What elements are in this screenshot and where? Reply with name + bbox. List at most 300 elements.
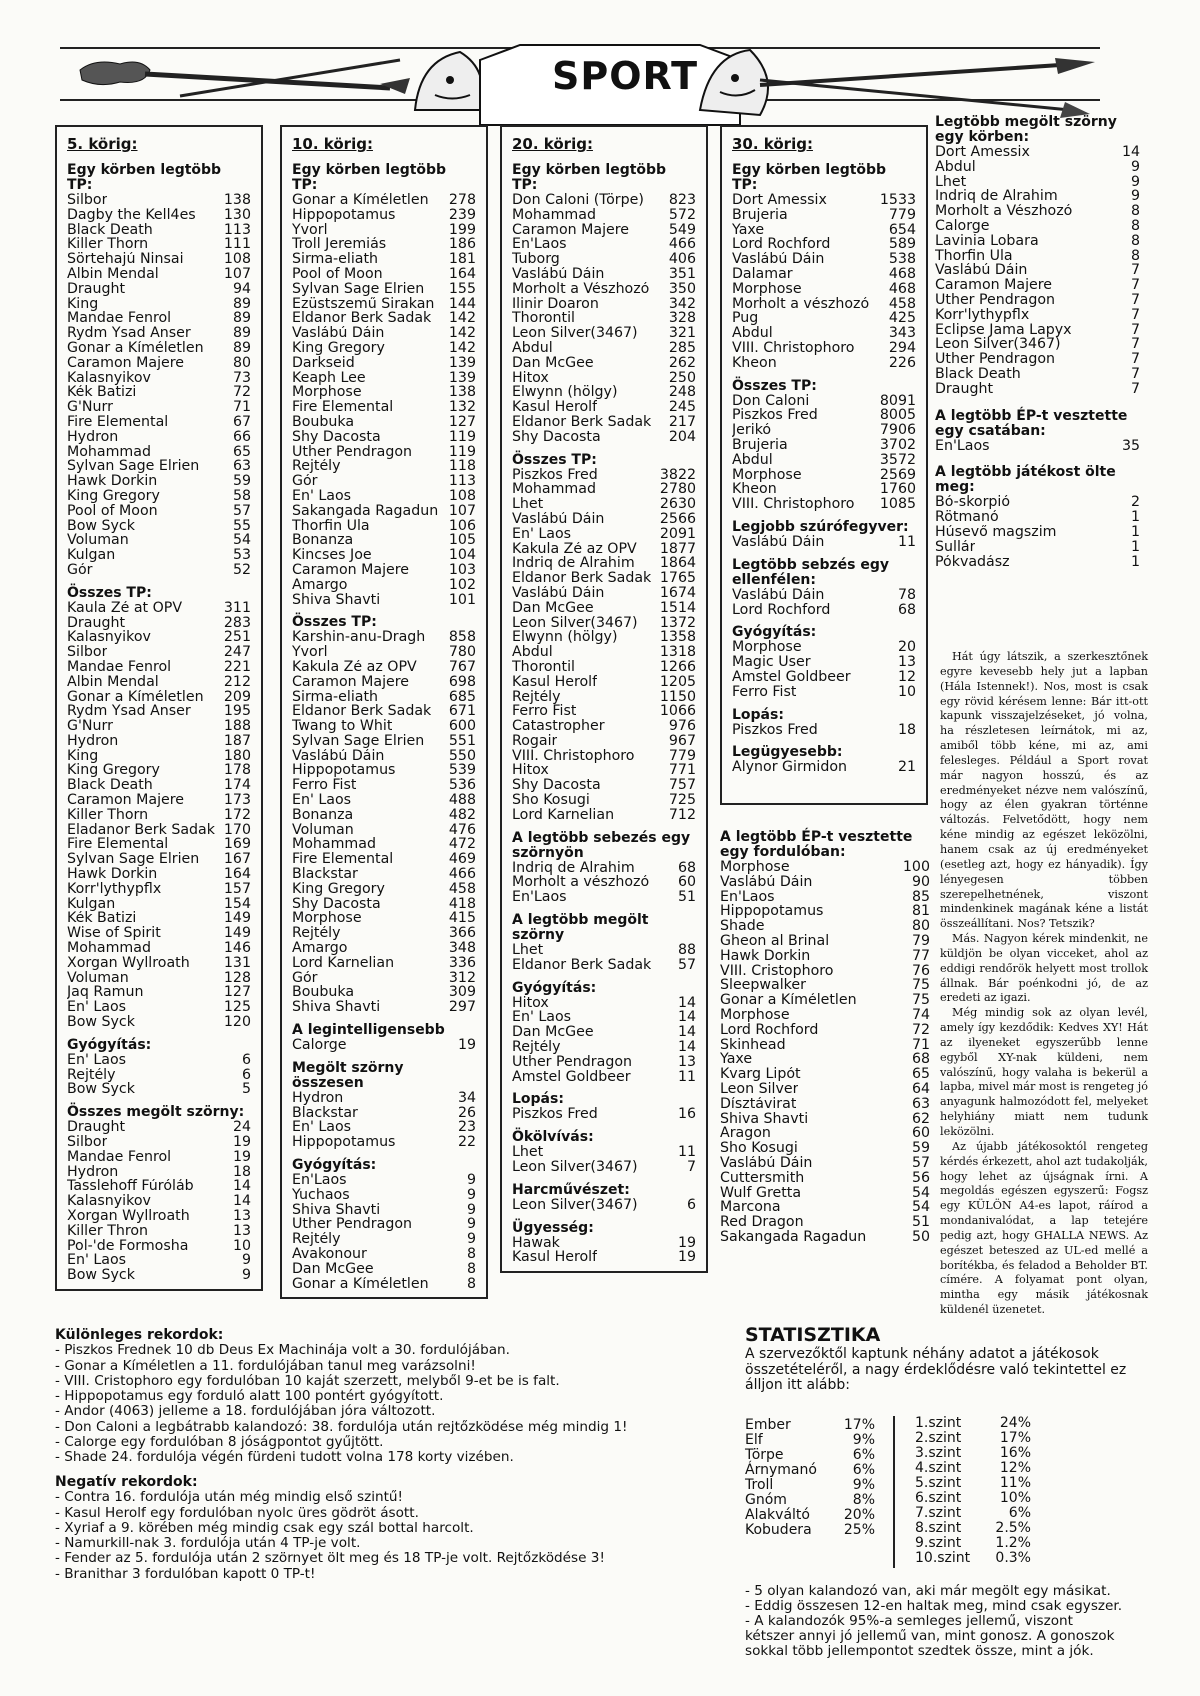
list-item	[292, 252, 476, 267]
entry-value: 73	[232, 369, 251, 386]
entry-name: Morholt a vészhozó	[732, 296, 870, 312]
list-item	[732, 394, 916, 409]
list-item	[67, 267, 251, 282]
stat-row	[915, 1446, 1045, 1461]
entry-value: 536	[448, 777, 476, 794]
entry-value: 1085	[879, 496, 916, 513]
entry-value: 7	[1130, 321, 1140, 338]
list-item	[292, 311, 476, 326]
entry-value: 12	[897, 668, 916, 685]
record-line: - Andor (4063) jelleme a 18. fordulójában jóra változott.	[55, 1403, 436, 1420]
list-item	[732, 341, 916, 356]
list-item	[732, 252, 916, 267]
entry-name: Piszkos Fred	[512, 1107, 598, 1123]
entry-value: 7906	[879, 422, 916, 439]
entry-name: En' Laos	[292, 1120, 352, 1136]
entry-value: 285	[668, 339, 696, 356]
list-item	[720, 978, 930, 993]
list-item	[512, 556, 696, 571]
entry-name: Uther Pendragon	[292, 1217, 412, 1233]
entry-name: En' Laos	[67, 1052, 127, 1068]
entry-value: 111	[223, 236, 251, 253]
section-title: Egy körben legtöbb TP:	[732, 162, 887, 193]
entry-name: Thorfin Ula	[292, 518, 370, 534]
stat-percent: 8%	[852, 1491, 875, 1508]
list-item	[292, 704, 476, 719]
entry-name: Thorontil	[512, 311, 575, 327]
entry-name: Marcona	[720, 1200, 781, 1216]
entry-name: Morphose	[720, 1007, 790, 1023]
entry-name: Morphose	[292, 911, 362, 927]
entry-value: 149	[223, 925, 251, 942]
entry-name: Sylvan Sage Elrien	[67, 459, 200, 475]
entry-value: 23	[457, 1119, 476, 1136]
entry-value: 2566	[659, 510, 696, 527]
stat-percent: 6%	[852, 1461, 875, 1478]
entry-value: 251	[223, 629, 251, 646]
entry-name: Silbor	[67, 645, 108, 660]
entry-value: 247	[223, 644, 251, 661]
entry-name: VIII. Christophoro	[732, 497, 855, 512]
list-item	[720, 1082, 930, 1097]
entry-value: 551	[448, 732, 476, 749]
entry-value: 472	[448, 836, 476, 853]
stat-label: 5.szint	[915, 1474, 962, 1491]
entry-name: King	[67, 748, 99, 764]
entry-name: Hydron	[67, 429, 119, 445]
entry-value: 144	[448, 295, 476, 312]
entry-name: En' Laos	[512, 526, 572, 542]
entry-name: Hippopotamus	[720, 904, 824, 920]
entry-value: 725	[668, 792, 696, 809]
entry-name: Shy Dacosta	[292, 429, 381, 445]
list-item	[512, 385, 696, 400]
stat-label: 2.szint	[915, 1429, 962, 1446]
list-item	[512, 861, 696, 876]
list-item	[292, 415, 476, 430]
column-header: 5. körig:	[67, 135, 138, 153]
stat-percent: 1.2%	[995, 1534, 1031, 1551]
entry-name: Shiva Shavti	[292, 592, 381, 608]
stat-row	[915, 1491, 1045, 1506]
section-title: Összes TP:	[732, 377, 817, 394]
list-item	[292, 1135, 476, 1150]
entry-name: Hawk Dorkin	[67, 867, 158, 882]
entry-name: Rejtély	[512, 1040, 561, 1055]
list-item	[67, 208, 251, 223]
list-item	[512, 601, 696, 616]
entry-value: 102	[448, 576, 476, 593]
entry-name: Dort Amessix	[732, 193, 827, 208]
list-item	[935, 308, 1140, 323]
list-item	[67, 1253, 251, 1268]
list-item	[720, 1112, 930, 1127]
entry-name: En'Laos	[935, 438, 990, 454]
entry-name: Vaslábú Dáin	[512, 511, 605, 527]
section-title: Összes TP:	[67, 584, 152, 601]
entry-name: Skinhead	[720, 1037, 786, 1053]
entry-name: Catastropher	[512, 719, 605, 734]
records-title: Negatív rekordok:	[55, 1474, 198, 1490]
list-item	[292, 1091, 476, 1106]
entry-value: 100	[902, 859, 930, 875]
list-item	[292, 867, 476, 882]
list-item	[720, 1230, 930, 1245]
entry-name: Voluman	[292, 822, 354, 838]
list-item	[67, 563, 251, 578]
list-item	[292, 237, 476, 252]
list-item	[512, 371, 696, 386]
entry-value: 107	[223, 265, 251, 282]
stat-percent: 24%	[999, 1414, 1031, 1431]
entry-value: 172	[223, 806, 251, 823]
entry-name: Lord Rochford	[720, 1022, 819, 1038]
entry-value: 108	[448, 487, 476, 504]
list-item	[292, 763, 476, 778]
list-item	[67, 385, 251, 400]
editor-letter	[940, 650, 1148, 1318]
entry-name: En' Laos	[292, 793, 352, 808]
stat-row	[915, 1506, 1045, 1521]
list-item	[935, 540, 1140, 555]
entry-name: Lhet	[935, 174, 967, 190]
entry-name: Sylvan Sage Elrien	[292, 281, 425, 297]
entry-name: Shy Dacosta	[512, 429, 601, 445]
list-item	[292, 1262, 476, 1277]
entry-value: 8	[1130, 232, 1140, 249]
list-item	[67, 297, 251, 312]
list-item	[292, 474, 476, 489]
entry-value: 74	[911, 1006, 930, 1023]
entry-value: 823	[668, 192, 696, 208]
records-title: Különleges rekordok:	[55, 1327, 224, 1343]
list-item	[732, 760, 916, 775]
stat-label: 8.szint	[915, 1519, 962, 1536]
entry-name: Amargo	[292, 941, 348, 956]
entry-name: Yuchaos	[292, 1187, 350, 1203]
entry-value: 68	[897, 601, 916, 618]
stat-percent: 6%	[1008, 1504, 1031, 1521]
list-item	[512, 875, 696, 890]
list-item	[512, 237, 696, 252]
entry-value: 468	[888, 280, 916, 297]
entry-value: 127	[448, 413, 476, 430]
statistics-title: STATISZTIKA	[745, 1324, 881, 1346]
record-line: - Calorge egy fordulóban 8 jóságpontot gyűjtött.	[55, 1434, 384, 1451]
entry-value: 1760	[879, 481, 916, 498]
entry-name: Ezüstszemű Sirakan	[292, 296, 435, 312]
entry-value: 178	[223, 762, 251, 779]
entry-value: 11	[897, 533, 916, 550]
entry-value: 89	[232, 339, 251, 356]
entry-value: 34	[457, 1089, 476, 1106]
list-item	[292, 445, 476, 460]
entry-name: Leon Silver(3467)	[512, 615, 638, 631]
list-item	[935, 219, 1140, 234]
entry-name: Killer Thron	[67, 1223, 149, 1239]
entry-value: 11	[677, 1068, 696, 1085]
entry-name: Uther Pendragon	[512, 1054, 632, 1070]
entry-value: 188	[223, 718, 251, 735]
stat-percent: 0.3%	[995, 1549, 1031, 1566]
entry-name: Thorfin Ula	[935, 248, 1013, 264]
entry-name: Brujeria	[732, 437, 788, 453]
entry-name: Amargo	[292, 577, 348, 593]
list-item	[292, 1203, 476, 1218]
entry-value: 1	[1130, 538, 1140, 555]
list-item	[67, 690, 251, 705]
entry-name: Sho Kosugi	[512, 793, 590, 808]
column-header: 10. körig:	[292, 135, 373, 153]
entry-name: Bonanza	[292, 533, 354, 549]
stat-percent: 20%	[843, 1506, 875, 1523]
stat-label: Kobudera	[745, 1521, 812, 1538]
list-item	[732, 438, 916, 453]
section-title: Megölt szörny összesen	[292, 1059, 404, 1091]
entry-name: Morphose	[292, 385, 362, 401]
list-item	[67, 823, 251, 838]
entry-value: 767	[448, 658, 476, 675]
section-title: Legtöbb sebzés egy ellenfélen:	[732, 556, 890, 588]
list-item	[67, 459, 251, 474]
list-item	[292, 823, 476, 838]
entry-value: 1066	[659, 703, 696, 720]
list-item	[67, 223, 251, 238]
list-item	[67, 630, 251, 645]
entry-name: Tasslehoff Fúróláb	[67, 1179, 194, 1195]
section-title: Gyógyítás:	[732, 624, 817, 641]
entry-name: Kék Batizi	[67, 385, 137, 401]
entry-name: Brujeria	[732, 207, 788, 223]
entry-value: 311	[223, 599, 251, 616]
list-item	[67, 734, 251, 749]
entry-value: 343	[888, 325, 916, 342]
entry-value: 164	[223, 866, 251, 883]
list-item	[67, 193, 251, 208]
list-item	[935, 145, 1140, 160]
record-line: - Piszkos Frednek 10 db Deus Ex Machinája volt a 30. fordulójában.	[55, 1342, 510, 1359]
entry-name: Shiva Shavti	[292, 1000, 381, 1016]
list-item	[292, 882, 476, 897]
section-title: Egy körben legtöbb TP:	[67, 162, 222, 193]
list-item	[292, 941, 476, 956]
list-item	[732, 223, 916, 238]
entry-name: Lord Karnelian	[292, 955, 395, 971]
entry-name: Uther Pendragon	[935, 292, 1055, 308]
entry-name: Lhet	[512, 497, 544, 512]
list-item	[292, 326, 476, 341]
entry-name: Shy Dacosta	[292, 896, 381, 912]
list-item	[732, 723, 916, 738]
entry-name: Mohammad	[67, 941, 151, 956]
entry-value: 16	[677, 1106, 696, 1123]
entry-name: Shade	[720, 919, 765, 934]
entry-value: 415	[448, 910, 476, 927]
entry-value: 209	[223, 688, 251, 705]
record-line: - VIII. Cristophoro egy fordulóban 10 kaját szerzett, melyből 9-et be is falt.	[55, 1372, 560, 1389]
entry-name: Dan McGee	[512, 355, 594, 371]
entry-name: Rejtély	[292, 926, 341, 942]
list-item	[732, 603, 916, 618]
stat-percent: 9%	[852, 1431, 875, 1448]
list-item	[512, 415, 696, 430]
list-item	[512, 734, 696, 749]
list-item	[292, 1173, 476, 1188]
list-item	[720, 1097, 930, 1112]
list-item	[67, 237, 251, 252]
record-line: - Hippopotamus egy forduló alatt 100 pontért gyógyított.	[55, 1388, 444, 1405]
stat-percent: 16%	[999, 1444, 1031, 1461]
list-item	[720, 860, 930, 875]
entry-name: Pókvadász	[935, 554, 1010, 570]
entry-name: Don Caloni (Törpe)	[512, 193, 644, 208]
entry-value: 57	[232, 502, 251, 519]
list-item	[292, 193, 476, 208]
entry-value: 8091	[879, 392, 916, 409]
list-item	[292, 1000, 476, 1015]
list-item	[292, 778, 476, 793]
entry-value: 9	[241, 1267, 251, 1284]
section-title: Összes TP:	[292, 614, 377, 631]
entry-name: Morholt a Vészhozó	[512, 281, 650, 297]
entry-value: 1864	[659, 555, 696, 572]
stat-label: 1.szint	[915, 1414, 962, 1431]
section-title: Legtöbb megölt szörny egy körben:	[935, 114, 1117, 145]
entry-name: Rejtély	[67, 1067, 116, 1083]
entry-name: Kulgan	[67, 548, 116, 563]
list-item	[512, 482, 696, 497]
list-item	[67, 489, 251, 504]
entry-name: Don Caloni	[732, 393, 810, 409]
entry-value: 336	[448, 954, 476, 971]
list-item	[292, 690, 476, 705]
entry-value: 312	[448, 969, 476, 986]
stat-percent: 17%	[843, 1416, 875, 1433]
list-item	[292, 793, 476, 808]
statistics-intro: A szervezőktől kaptunk néhány adatot a játékosok összetételéről, a nagy érdeklődésre való tekintettel ez álljon itt alább:	[745, 1346, 1127, 1393]
record-line: - Branithar 3 fordulóban kapott 0 TP-t!	[55, 1565, 316, 1582]
list-item	[67, 504, 251, 519]
entry-value: 3572	[879, 451, 916, 468]
entry-name: Leon Silver(3467)	[512, 1197, 638, 1213]
list-item	[512, 571, 696, 586]
entry-name: Rejtély	[512, 689, 561, 705]
list-item	[512, 297, 696, 312]
entry-name: Eladanor Berk Sadak	[67, 822, 215, 838]
list-item	[292, 734, 476, 749]
entry-name: Abdul	[512, 645, 553, 660]
entry-value: 51	[677, 889, 696, 906]
list-item	[292, 1188, 476, 1203]
entry-name: Vaslábú Dáin	[732, 252, 825, 267]
list-item	[935, 189, 1140, 204]
list-item	[292, 971, 476, 986]
entry-name: Boubuka	[292, 985, 355, 1001]
entry-value: 26	[457, 1104, 476, 1121]
list-item	[720, 1215, 930, 1230]
entry-value: 66	[232, 428, 251, 445]
entry-value: 68	[677, 859, 696, 876]
list-item	[292, 645, 476, 660]
entry-name: Draught	[67, 281, 126, 297]
entry-value: 13	[677, 1053, 696, 1070]
entry-name: Dan McGee	[292, 1261, 374, 1277]
entry-value: 771	[668, 762, 696, 779]
entry-name: Black Death	[67, 222, 153, 238]
list-item	[720, 1200, 930, 1215]
list-item	[67, 1068, 251, 1083]
entry-value: 53	[232, 547, 251, 564]
statistics-tables	[745, 1410, 1150, 1568]
list-item	[67, 897, 251, 912]
entry-value: 1372	[659, 614, 696, 631]
entry-name: Hitox	[512, 763, 549, 779]
entry-value: 89	[232, 325, 251, 342]
entry-value: 6	[686, 1196, 696, 1213]
stat-label: 3.szint	[915, 1444, 962, 1461]
entry-name: Bow Syck	[67, 1268, 135, 1283]
entry-value: 65	[232, 443, 251, 460]
list-item	[67, 645, 251, 660]
list-item	[67, 548, 251, 563]
list-item	[512, 943, 696, 958]
list-item	[292, 985, 476, 1000]
entry-value: 698	[448, 673, 476, 690]
entry-value: 113	[448, 473, 476, 490]
entry-name: Voluman	[67, 533, 129, 549]
entry-name: Korr'lythypflx	[67, 881, 162, 897]
entry-name: Sörtehajú Ninsai	[67, 252, 184, 267]
entry-name: Twang to Whit	[292, 719, 393, 734]
column-5-korig	[55, 125, 263, 1291]
entry-value: 64	[911, 1080, 930, 1097]
list-item	[67, 326, 251, 341]
entry-name: Kaula Zé at OPV	[67, 600, 183, 616]
entry-value: 248	[668, 384, 696, 401]
list-item	[732, 297, 916, 312]
entry-name: Mohammad	[512, 482, 596, 498]
entry-value: 976	[668, 718, 696, 735]
entry-value: 1205	[659, 673, 696, 690]
entry-name: Hawk Dorkin	[720, 948, 811, 964]
stat-label: Árnymanó	[745, 1461, 817, 1478]
list-item	[732, 482, 916, 497]
list-item	[732, 640, 916, 655]
statistics-section	[745, 1325, 1150, 1660]
entry-value: 7	[1130, 336, 1140, 353]
list-item	[732, 468, 916, 483]
list-item	[935, 495, 1140, 510]
stat-percent: 2.5%	[995, 1519, 1031, 1536]
entry-name: Caramon Majere	[292, 562, 409, 578]
entry-value: 262	[668, 354, 696, 371]
list-item	[67, 1239, 251, 1254]
entry-value: 14	[677, 1024, 696, 1041]
list-item	[512, 267, 696, 282]
stat-percent: 9%	[852, 1476, 875, 1493]
entry-value: 67	[232, 413, 251, 430]
list-item	[67, 882, 251, 897]
entry-value: 181	[448, 251, 476, 268]
entry-name: Kasul Herolf	[512, 400, 598, 415]
entry-name: Hawk Dorkin	[67, 474, 158, 489]
entry-name: Morholt a vészhozó	[512, 875, 650, 891]
entry-value: 54	[232, 532, 251, 549]
section-title: A legtöbb megölt szörny	[512, 912, 649, 944]
entry-value: 8	[1130, 217, 1140, 234]
entry-value: 3822	[659, 466, 696, 483]
entry-name: Piszkos Fred	[732, 722, 818, 738]
